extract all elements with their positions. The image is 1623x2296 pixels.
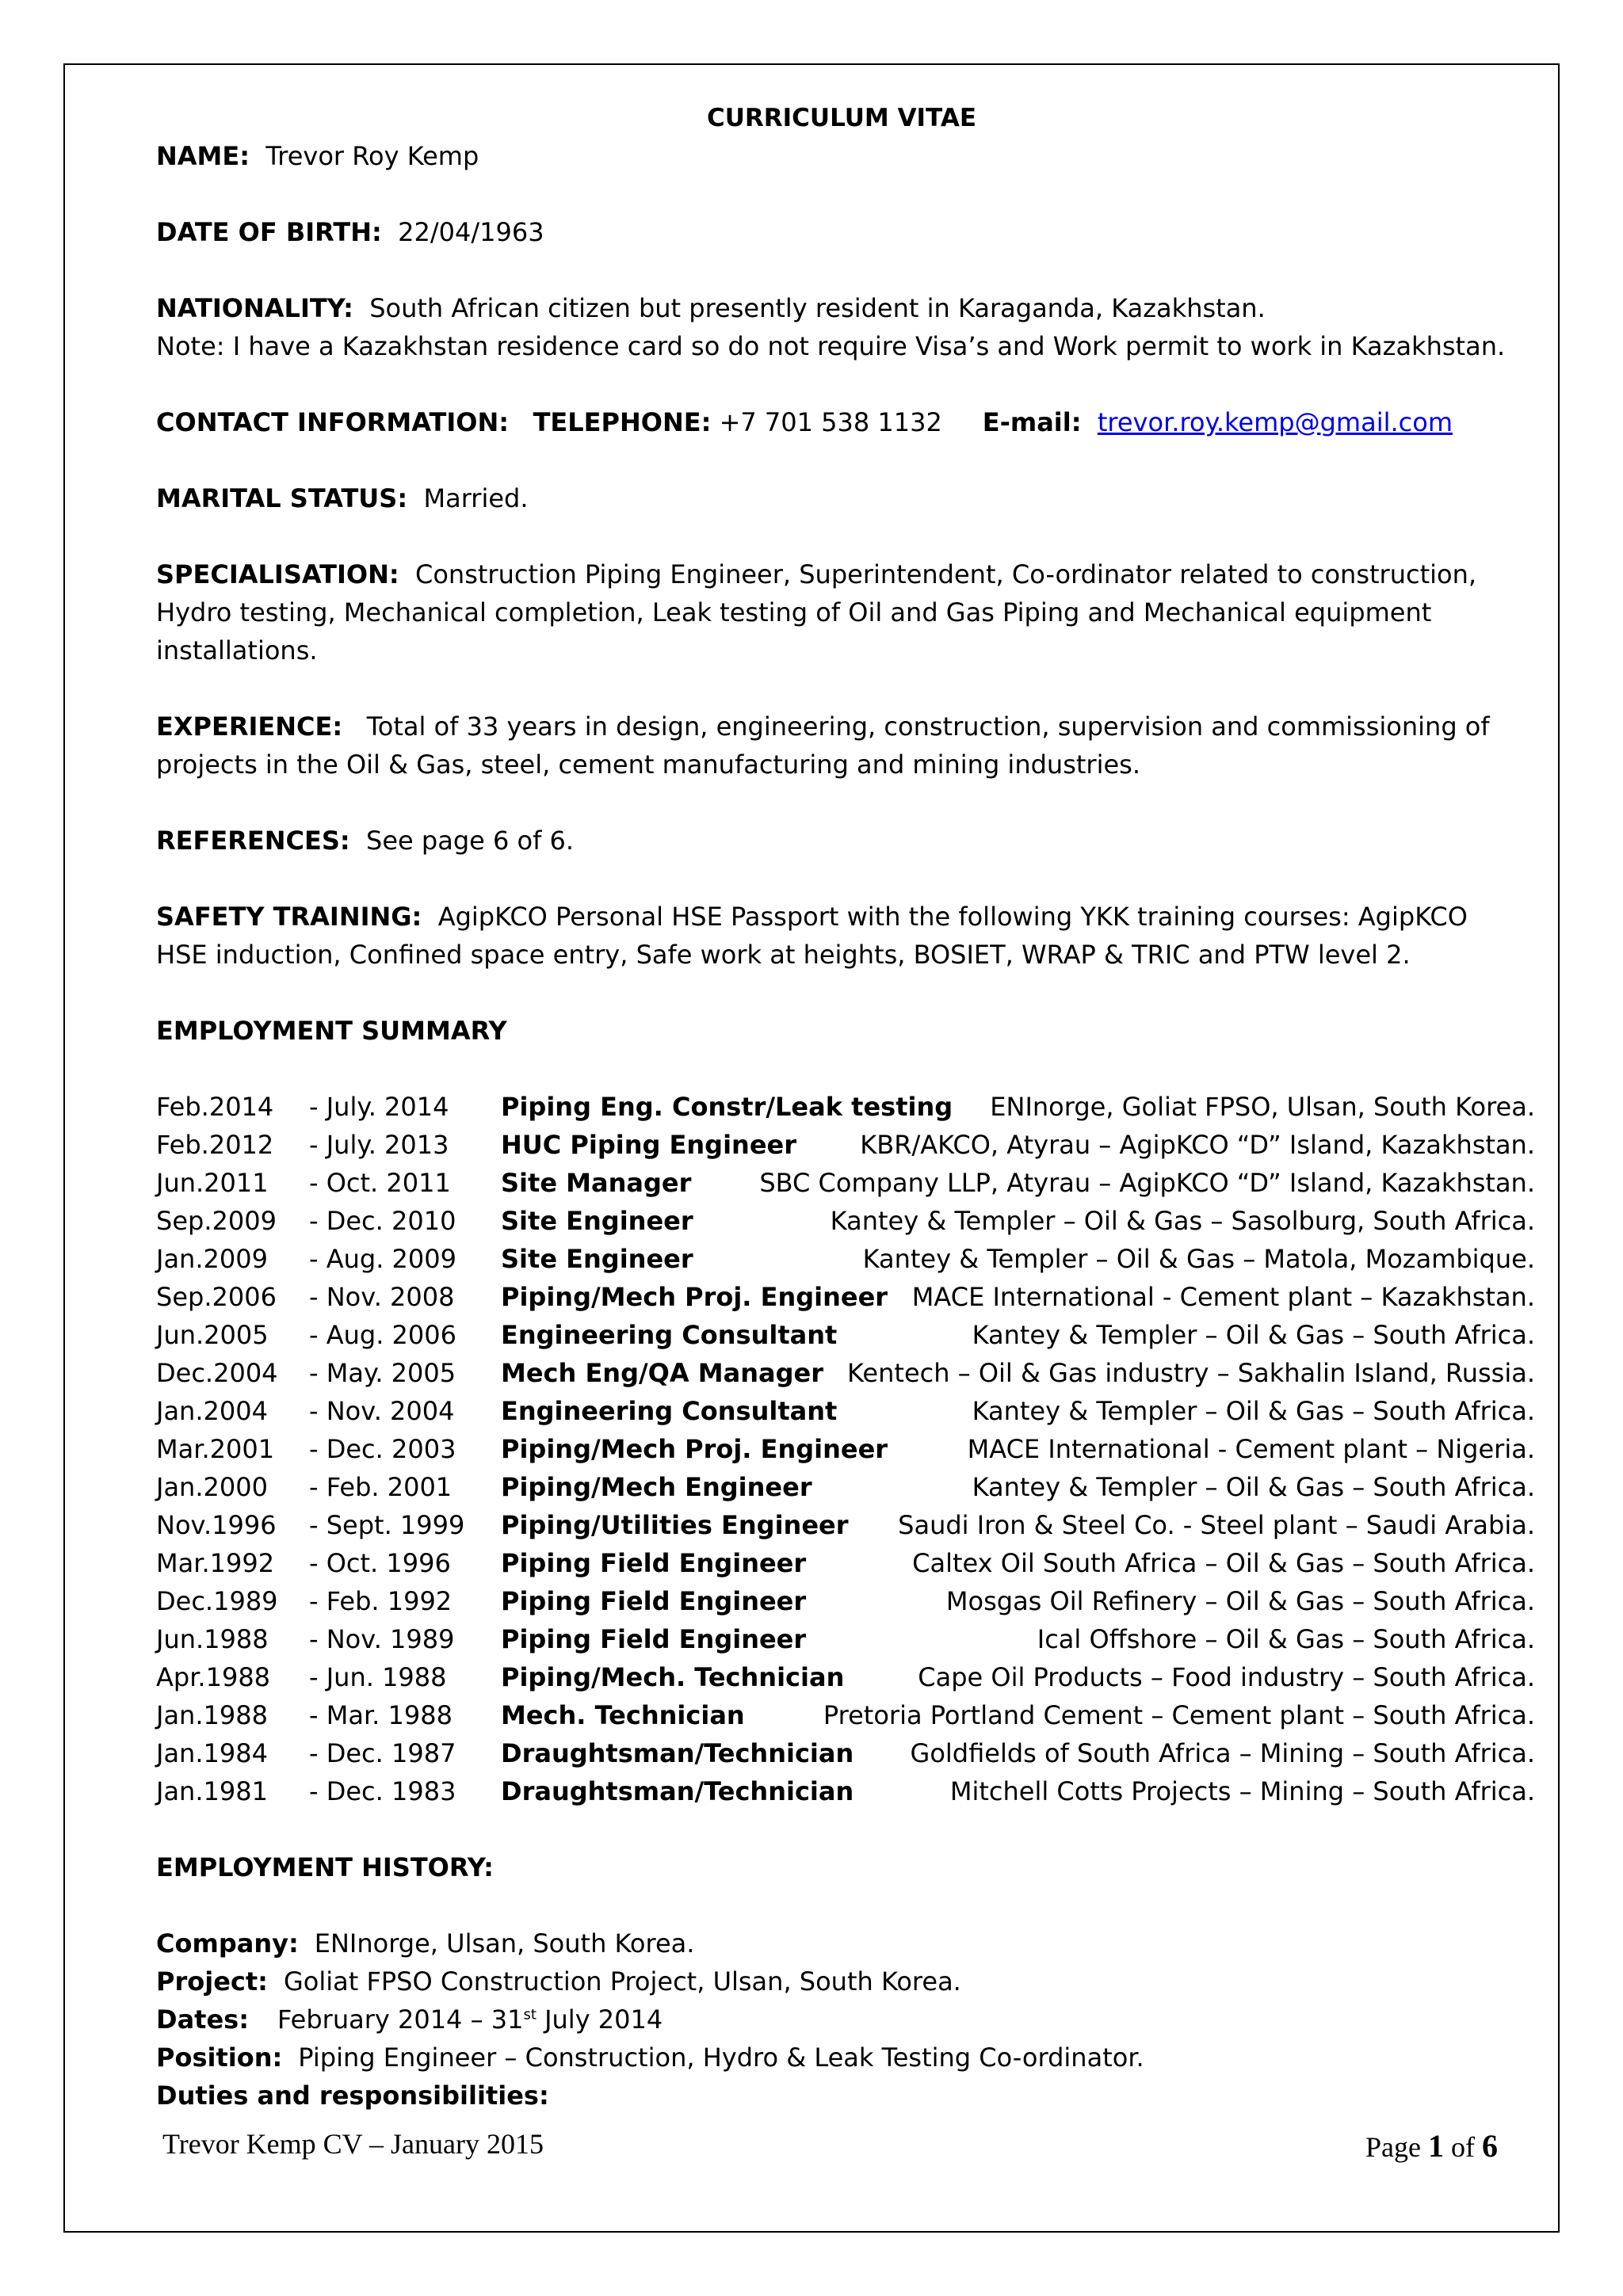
nationality-value: South African citizen but presently resident in Karaganda, Kazakhstan. [369,293,1266,323]
summary-role: Piping Field Engineer [501,1586,807,1616]
position-value: Piping Engineer – Construction, Hydro & Leak Testing Co-ordinator. [298,2042,1144,2073]
safety-label: SAFETY TRAINING: [156,902,422,932]
summary-row [156,1164,1535,1202]
summary-from: Jun.2005 [156,1320,269,1350]
summary-row [156,1278,1535,1316]
summary-to: - Mar. 1988 [309,1700,453,1730]
marital-label: MARITAL STATUS: [156,483,408,513]
summary-row [156,1582,1535,1620]
summary-from: Jan.2004 [156,1396,268,1426]
dob-line [156,213,1535,251]
summary-heading: EMPLOYMENT SUMMARY [156,1016,507,1046]
safety-line1 [156,898,1535,936]
summary-role: Mech Eng/QA Manager [501,1358,823,1388]
document-title: CURRICULUM VITAE [706,104,977,132]
specialisation-line3: installations. [156,635,318,666]
summary-from: Feb.2012 [156,1130,274,1160]
summary-row [156,1240,1535,1278]
summary-from: Jan.1981 [156,1776,268,1806]
summary-from: Apr.1988 [156,1662,271,1692]
summary-role: Engineering Consultant [501,1320,838,1350]
name-value: Trevor Roy Kemp [265,141,479,171]
summary-row [156,1506,1535,1544]
specialisation-line2: Hydro testing, Mechanical completion, Leak testing of Oil and Gas Piping and Mechanical equipment [156,597,1432,627]
experience-text1: Total of 33 years in design, engineering, construction, supervision and commissioning of [366,711,1490,742]
summary-employer: Mosgas Oil Refinery – Oil & Gas – South Africa. [945,1586,1535,1616]
summary-from: Jan.1988 [156,1700,268,1730]
summary-role: Draughtsman/Technician [501,1738,854,1768]
summary-role: Mech. Technician [501,1700,745,1730]
summary-to: - July. 2013 [309,1130,449,1160]
summary-employer: Ical Offshore – Oil & Gas – South Africa. [1037,1624,1535,1654]
project-value: Goliat FPSO Construction Project, Ulsan, South Korea. [283,1966,961,1997]
summary-to: - Aug. 2009 [309,1244,456,1274]
summary-employer: Cape Oil Products – Food industry – South Africa. [918,1662,1535,1692]
specialisation-text1: Construction Piping Engineer, Superintendent, Co-ordinator related to construction, [415,559,1477,589]
cv-content [156,99,1535,2115]
summary-to: - Nov. 2004 [309,1396,455,1426]
summary-role: Piping Field Engineer [501,1548,807,1578]
history-heading: EMPLOYMENT HISTORY: [156,1852,494,1882]
summary-to: - Nov. 2008 [309,1282,455,1312]
telephone-value: +7 701 538 1132 [719,407,942,437]
summary-from: Jan.2000 [156,1472,268,1502]
specialisation-label: SPECIALISATION: [156,559,399,589]
summary-employer: Goldfields of South Africa – Mining – South Africa. [910,1738,1535,1768]
summary-from: Jun.1988 [156,1624,269,1654]
summary-to: - Feb. 1992 [309,1586,453,1616]
experience-line1 [156,707,1535,746]
summary-role: Piping/Mech Engineer [501,1472,812,1502]
summary-to: - Oct. 1996 [309,1548,451,1578]
position-label: Position: [156,2042,283,2073]
summary-employer: MACE International - Cement plant – Nigeria. [967,1434,1535,1464]
summary-from: Sep.2009 [156,1206,277,1236]
summary-to: - July. 2014 [309,1092,449,1122]
contact-line [156,403,1535,441]
dates-label: Dates: [156,2004,249,2035]
name-line [156,137,1535,175]
summary-row [156,1202,1535,1240]
footer-page-total: 6 [1482,2128,1498,2164]
summary-from: Jan.2009 [156,1244,268,1274]
summary-role: Piping Eng. Constr/Leak testing [501,1092,953,1122]
summary-to: - May. 2005 [309,1358,456,1388]
history-dates [156,2000,1535,2039]
history-position [156,2039,1535,2077]
history-project [156,1962,1535,2000]
experience-line2: projects in the Oil & Gas, steel, cement manufacturing and mining industries. [156,749,1140,780]
history-company [156,1924,1535,1962]
footer-page [1365,2127,1498,2164]
page-footer [162,2127,1498,2164]
summary-role: HUC Piping Engineer [501,1130,796,1160]
summary-to: - Jun. 1988 [309,1662,447,1692]
summary-row [156,1772,1535,1810]
summary-from: Feb.2014 [156,1092,274,1122]
summary-role: Draughtsman/Technician [501,1776,854,1806]
summary-employer: Mitchell Cotts Projects – Mining – South Africa. [949,1776,1535,1806]
summary-from: Mar.1992 [156,1548,275,1578]
footer-of-word: of [1451,2131,1475,2163]
nationality-line [156,289,1535,327]
summary-role: Piping/Mech Proj. Engineer [501,1434,888,1464]
dates-value [277,2000,663,2039]
summary-employer: Kentech – Oil & Gas industry – Sakhalin Island, Russia. [847,1358,1535,1388]
nationality-note: Note: I have a Kazakhstan residence card so do not require Visa’s and Work permit to work in Kazakhstan. [156,331,1506,361]
specialisation-line1 [156,555,1535,593]
summary-from: Nov.1996 [156,1510,277,1540]
summary-employer: Pretoria Portland Cement – Cement plant – South Africa. [823,1700,1535,1730]
summary-to: - Sept. 1999 [309,1510,465,1540]
name-label: NAME: [156,141,250,171]
summary-row [156,1468,1535,1506]
summary-row [156,1354,1535,1392]
company-label: Company: [156,1928,299,1958]
summary-row [156,1544,1535,1582]
summary-employer: Kantey & Templer – Oil & Gas – South Africa. [972,1472,1535,1502]
experience-label: EXPERIENCE: [156,711,343,742]
summary-to: - Nov. 1989 [309,1624,455,1654]
safety-text1: AgipKCO Personal HSE Passport with the following YKK training courses: AgipKCO [437,902,1468,932]
summary-row [156,1088,1535,1126]
summary-from: Jun.2011 [156,1168,269,1198]
summary-from: Dec.2004 [156,1358,278,1388]
marital-value: Married. [423,483,529,513]
summary-to: - Oct. 2011 [309,1168,451,1198]
references-value: See page 6 of 6. [366,826,575,856]
contact-label: CONTACT INFORMATION: [156,407,510,437]
summary-role: Site Manager [501,1168,692,1198]
summary-employer: Kantey & Templer – Oil & Gas – South Africa. [972,1396,1535,1426]
summary-role: Piping Field Engineer [501,1624,807,1654]
footer-page-number: 1 [1428,2128,1444,2164]
summary-from: Jan.1984 [156,1738,268,1768]
email-label: E-mail: [982,407,1082,437]
summary-employer: KBR/AKCO, Atyrau – AgipKCO “D” Island, Kazakhstan. [860,1130,1535,1160]
safety-line2: HSE induction, Confined space entry, Safe work at heights, BOSIET, WRAP & TRIC and PTW level 2. [156,940,1411,970]
summary-role: Piping/Mech Proj. Engineer [501,1282,888,1312]
duties-label: Duties and responsibilities: [156,2081,549,2111]
email-link[interactable]: trevor.roy.kemp@gmail.com [1097,407,1453,437]
summary-role: Engineering Consultant [501,1396,838,1426]
footer-page-word: Page [1365,2131,1421,2163]
summary-row [156,1430,1535,1468]
summary-from: Mar.2001 [156,1434,275,1464]
summary-to: - Dec. 2010 [309,1206,456,1236]
summary-to: - Feb. 2001 [309,1472,453,1502]
references-line [156,822,1535,860]
summary-row [156,1316,1535,1354]
summary-employer: MACE International - Cement plant – Kazakhstan. [911,1282,1535,1312]
summary-role: Site Engineer [501,1244,693,1274]
summary-row [156,1734,1535,1772]
summary-to: - Dec. 2003 [309,1434,456,1464]
telephone-label: TELEPHONE: [533,407,712,437]
summary-row [156,1126,1535,1164]
dates-end: July 2014 [536,2004,663,2035]
summary-employer: Kantey & Templer – Oil & Gas – Sasolburg, South Africa. [830,1206,1535,1236]
summary-row [156,1620,1535,1658]
summary-role: Site Engineer [501,1206,693,1236]
summary-row [156,1658,1535,1696]
dates-start: February 2014 – 31 [277,2004,524,2035]
summary-employer: Kantey & Templer – Oil & Gas – South Africa. [972,1320,1535,1350]
summary-employer: SBC Company LLP, Atyrau – AgipKCO “D” Island, Kazakhstan. [759,1168,1535,1198]
summary-employer: ENInorge, Goliat FPSO, Ulsan, South Korea. [990,1092,1535,1122]
project-label: Project: [156,1966,268,1997]
dates-sup: st [523,2006,537,2023]
company-value: ENInorge, Ulsan, South Korea. [314,1928,695,1958]
summary-to: - Aug. 2006 [309,1320,456,1350]
summary-employer: Kantey & Templer – Oil & Gas – Matola, Mozambique. [862,1244,1535,1274]
summary-role: Piping/Utilities Engineer [501,1510,849,1540]
footer-left: Trevor Kemp CV – January 2015 [162,2128,544,2160]
summary-to: - Dec. 1987 [309,1738,456,1768]
marital-line [156,479,1535,517]
employment-summary-list [156,1088,1535,1810]
summary-employer: Caltex Oil South Africa – Oil & Gas – South Africa. [912,1548,1535,1578]
summary-to: - Dec. 1983 [309,1776,456,1806]
references-label: REFERENCES: [156,826,350,856]
summary-employer: Saudi Iron & Steel Co. - Steel plant – Saudi Arabia. [898,1510,1535,1540]
summary-from: Sep.2006 [156,1282,277,1312]
summary-role: Piping/Mech. Technician [501,1662,845,1692]
summary-row [156,1392,1535,1430]
dob-value: 22/04/1963 [398,217,544,247]
summary-row [156,1696,1535,1734]
nationality-label: NATIONALITY: [156,293,353,323]
summary-from: Dec.1989 [156,1586,278,1616]
dob-label: DATE OF BIRTH: [156,217,382,247]
